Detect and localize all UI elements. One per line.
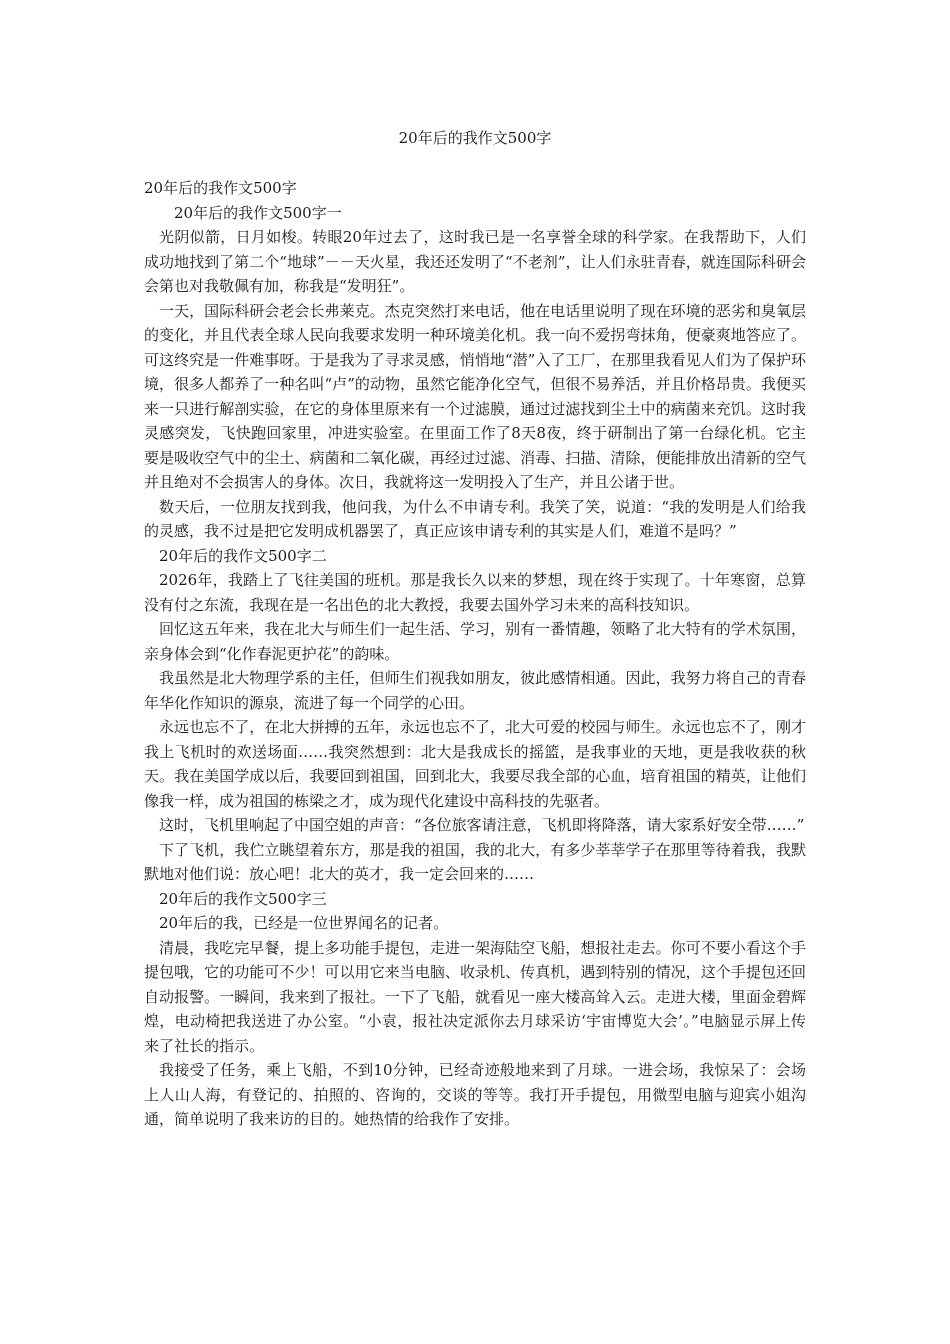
section-heading: 20年后的我作文500字一 xyxy=(174,203,342,222)
paragraph: 我虽然是北大物理学系的主任，但师生们视我如朋友，彼此感情相通。因此，我努力将自己的青春年华化作知识的源泉，流进了每一个同学的心田。 xyxy=(144,669,806,712)
section-heading: 20年后的我作文500字二 xyxy=(159,546,327,565)
document-subtitle: 20年后的我作文500字 xyxy=(144,179,297,197)
paragraph: 20年后的我，已经是一位世界闻名的记者。 xyxy=(159,914,449,932)
paragraph: 下了飞机，我伫立眺望着东方，那是我的祖国，我的北大，有多少莘莘学子在那里等待着我，我默默地对他们说：放心吧！北大的英才，我一定会回来的…… xyxy=(144,840,806,883)
document-body xyxy=(144,176,806,1132)
paragraph: 回忆这五年来，我在北大与师生们一起生活、学习，别有一番情趣，领略了北大特有的学术氛围，亲身体会到“化作春泥更护花”的韵味。 xyxy=(144,620,806,663)
document-title: 20年后的我作文500字 xyxy=(398,129,552,147)
paragraph: 这时，飞机里响起了中国空姐的声音：“各位旅客请注意，飞机即将降落，请大家系好安全带……” xyxy=(159,816,805,834)
paragraph: 清晨，我吃完早餐，提上多功能手提包，走进一架海陆空飞船，想报社走去。你可不要小看这个手提包哦，它的功能可不少！可以用它来当电脑、收录机、传真机，遇到特别的情况，这个手提包还回自动报警。一瞬间，我来到了报社。一下了飞船，就看见一座大楼高耸入云。走进大楼，里面金碧辉煌，电动椅把我送进了办公室。“小袁，报社决定派你去月球采访‘宇宙博览大会’。”电脑显示屏上传来了社长的指示。 xyxy=(144,938,806,1055)
section-heading: 20年后的我作文500字三 xyxy=(159,889,327,908)
paragraph: 一天，国际科研会老会长弗莱克。杰克突然打来电话，他在电话里说明了现在环境的恶劣和臭氧层的变化，并且代表全球人民向我要求发明一种环境美化机。我一向不爱拐弯抹角，便豪爽地答应了。可这终究是一件难事呀。于是我为了寻求灵感，悄悄地“潜”入了工厂，在那里我看见人们为了保护环境，很多人都养了一种名叫“卢”的动物，虽然它能净化空气，但很不易养活，并且价格昂贵。我便买来一只进行解剖实验，在它的身体里原来有一个过滤膜，通过过滤找到尘土中的病菌来充饥。这时我灵感突发，飞快跑回家里，冲进实验室。在里面工作了8天8夜，终于研制出了第一台绿化机。它主要是吸收空气中的尘土、病菌和二氧化碳，再经过过滤、消毒、扫描、清除，便能排放出清新的空气并且绝对不会损害人的身体。次日，我就将这一发明投入了生产，并且公诸于世。 xyxy=(144,301,806,491)
paragraph: 永远也忘不了，在北大拼搏的五年，永远也忘不了，北大可爱的校园与师生。永远也忘不了，刚才我上飞机时的欢送场面……我突然想到：北大是我成长的摇篮，是我事业的天地，更是我收获的秋天。我在美国学成以后，我要回到祖国，回到北大，我要尽我全部的心血，培育祖国的精英，让他们像我一样，成为祖国的栋梁之才，成为现代化建设中高科技的先驱者。 xyxy=(144,718,806,810)
paragraph: 2026年，我踏上了飞往美国的班机。那是我长久以来的梦想，现在终于实现了。十年寒窗，总算没有付之东流，我现在是一名出色的北大教授，我要去国外学习未来的高科技知识。 xyxy=(144,571,806,614)
paragraph: 光阴似箭，日月如梭。转眼20年过去了，这时我已是一名享誉全球的科学家。在我帮助下，人们成功地找到了第二个“地球”－－天火星，我还还发明了“不老剂”，让人们永驻青春，就连国际科研会会第也对我敬佩有加，称我是“发明狂”。 xyxy=(144,228,806,295)
paragraph: 我接受了任务，乘上飞船，不到10分钟，已经奇迹般地来到了月球。一进会场，我惊呆了：会场上人山人海，有登记的、拍照的、咨询的，交谈的等等。我打开手提包，用微型电脑与迎宾小姐沟通，简单说明了我来访的目的。她热情的给我作了安排。 xyxy=(144,1061,806,1128)
paragraph: 数天后，一位朋友找到我，他问我，为什么不申请专利。我笑了笑，说道：“我的发明是人们给我的灵感，我不过是把它发明成机器罢了，真正应该申请专利的其实是人们，难道不是吗？” xyxy=(144,497,806,540)
